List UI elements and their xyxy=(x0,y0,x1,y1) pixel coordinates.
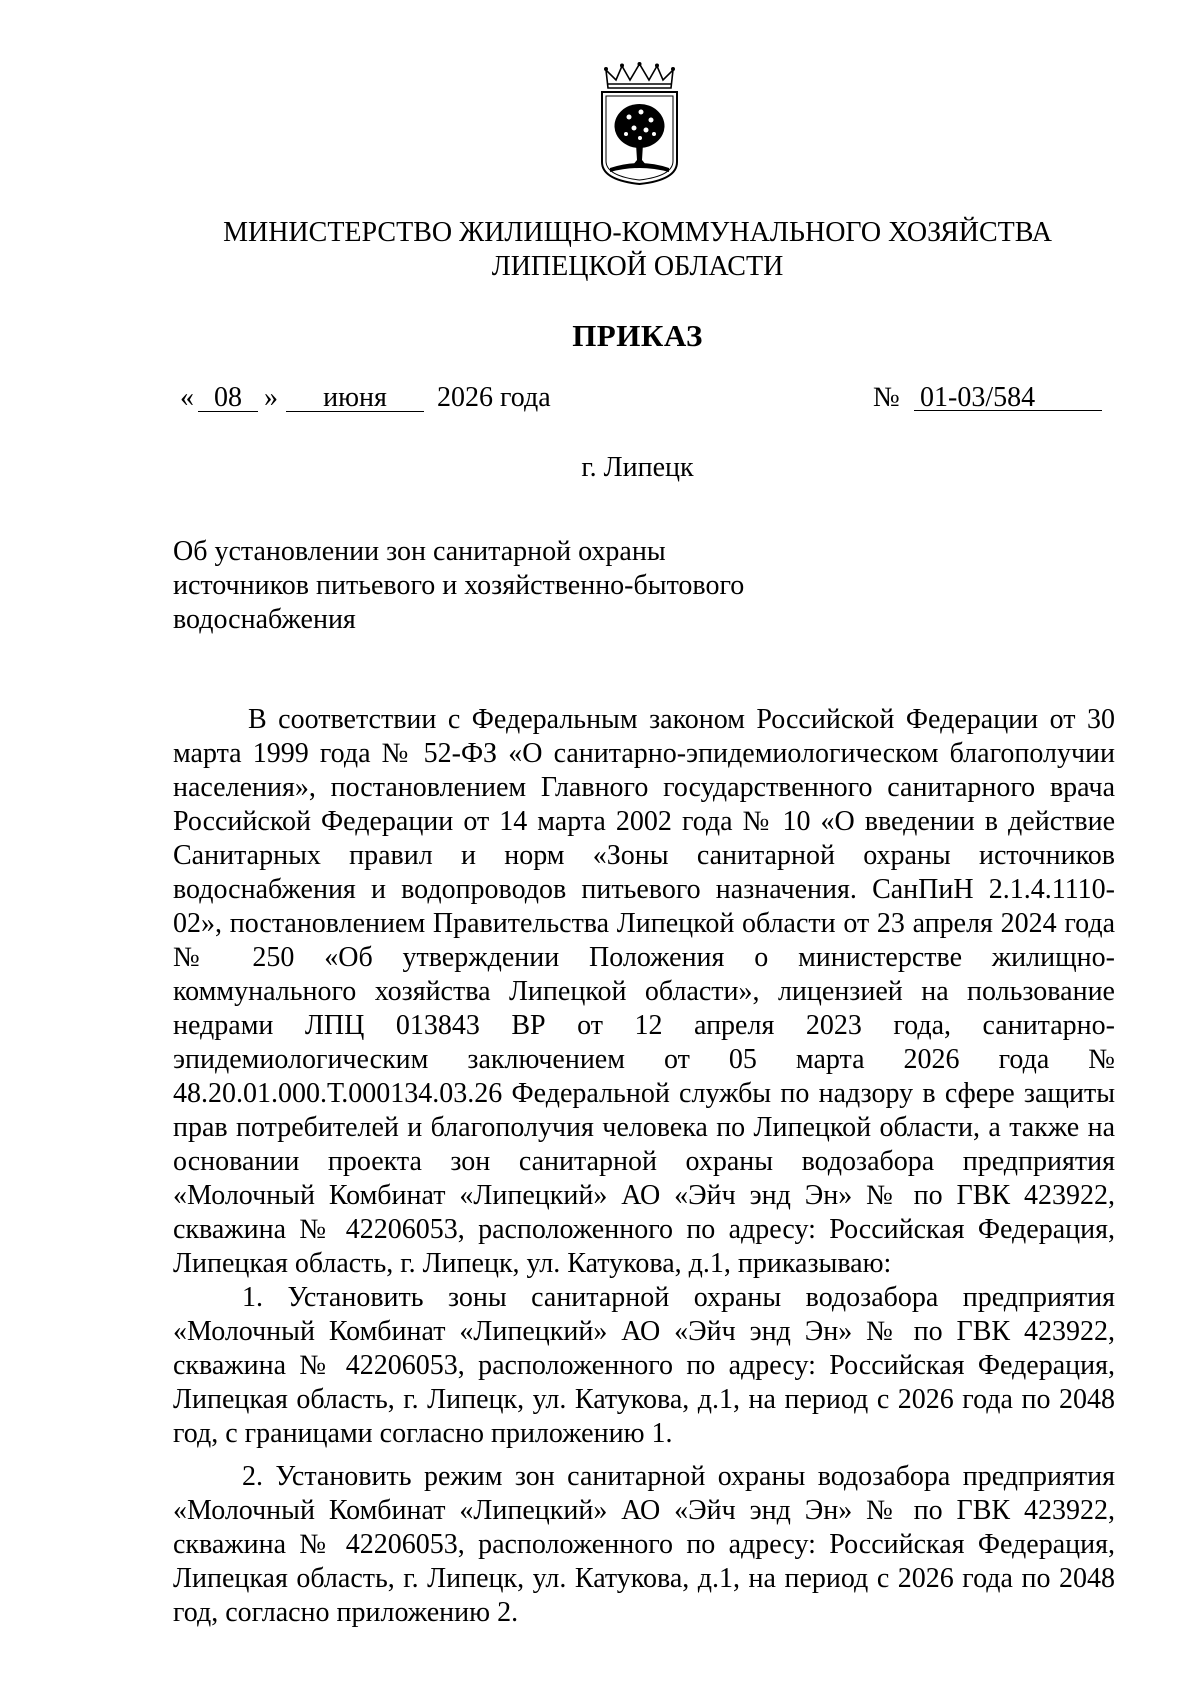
ministry-name-line2: ЛИПЕЦКОЙ ОБЛАСТИ xyxy=(491,251,784,282)
date-day: 08 xyxy=(198,381,258,412)
document-type-title: ПРИКАЗ xyxy=(572,318,703,353)
date-open-quote: « xyxy=(180,382,194,413)
order-item-2: 2. Установить режим зон санитарной охраны водозабора предприятия «Молочный Комбинат «Липецкий» АО «Эйч энд Эн» № по ГВК 423922, скважина № 42206053, расположенного по адресу: Российская Федерация, Липецкая область, г. Липецк, ул. Катукова, д.1, на период с 2026 года по 2048 год, согласно приложению 2. xyxy=(173,1461,1115,1628)
subject-line-3: водоснабжения xyxy=(173,604,356,635)
subject-line-2: источников питьевого и хозяйственно-бытового xyxy=(173,570,745,601)
number-sign: № xyxy=(873,382,900,413)
ministry-name-line1: МИНИСТЕРСТВО ЖИЛИЩНО-КОММУНАЛЬНОГО ХОЗЯЙСТВА xyxy=(223,217,1052,248)
coat-of-arms-emblem xyxy=(596,62,683,186)
order-number: 01-03/584 xyxy=(914,381,1102,411)
order-item-1: 1. Установить зоны санитарной охраны водозабора предприятия «Молочный Комбинат «Липецкий» АО «Эйч энд Эн» № по ГВК 423922, скважина № 42206053, расположенного по адресу: Российская Федерация, Липецкая область, г. Липецк, ул. Катукова, д.1, на период с 2026 года по 2048 год, с границами согласно приложению 1. xyxy=(173,1282,1115,1449)
place-of-issue: г. Липецк xyxy=(581,452,694,483)
date-year: 2026 года xyxy=(437,382,551,413)
order-number-field xyxy=(914,381,1102,415)
order-subject xyxy=(173,535,744,637)
date-month-field xyxy=(286,381,424,415)
date-close-quote: » xyxy=(264,382,278,413)
preamble-paragraph: В соответствии с Федеральным законом Российской Федерации от 30 марта 1999 года № 52-ФЗ «О санитарно-эпидемиологическом благополучии населения», постановлением Главного государственного санитарного врача Российской Федерации от 14 марта 2002 года № 10 «О введении в действие Санитарных правил и норм «Зоны санитарной охраны источников водоснабжения и водопроводов питьевого назначения. СанПиН 2.1.4.1110-02», постановлением Правительства Липецкой области от 23 апреля 2024 года № 250 «Об утверждении Положения о министерстве жилищно-коммунального хозяйства Липецкой области», лицензией на пользование недрами ЛПЦ 013843 ВР от 12 апреля 2023 года, санитарно-эпидемиологическим заключением от 05 марта 2026 года № 48.20.01.000.Т.000134.03.26 Федеральной службы по надзору в сфере защиты прав потребителей и благополучия человека по Липецкой области, а также на основании проекта зон санитарной охраны водозабора предприятия «Молочный Комбинат «Липецкий» АО «Эйч энд Эн» № по ГВК 423922, скважина № 42206053, расположенного по адресу: Российская Федерация, Липецкая область, г. Липецк, ул. Катукова, д.1, приказываю: xyxy=(173,704,1115,1279)
date-day-field xyxy=(198,381,258,415)
subject-line-1: Об установлении зон санитарной охраны xyxy=(173,536,666,567)
date-month: июня xyxy=(286,381,424,412)
order-body xyxy=(173,703,1115,1630)
